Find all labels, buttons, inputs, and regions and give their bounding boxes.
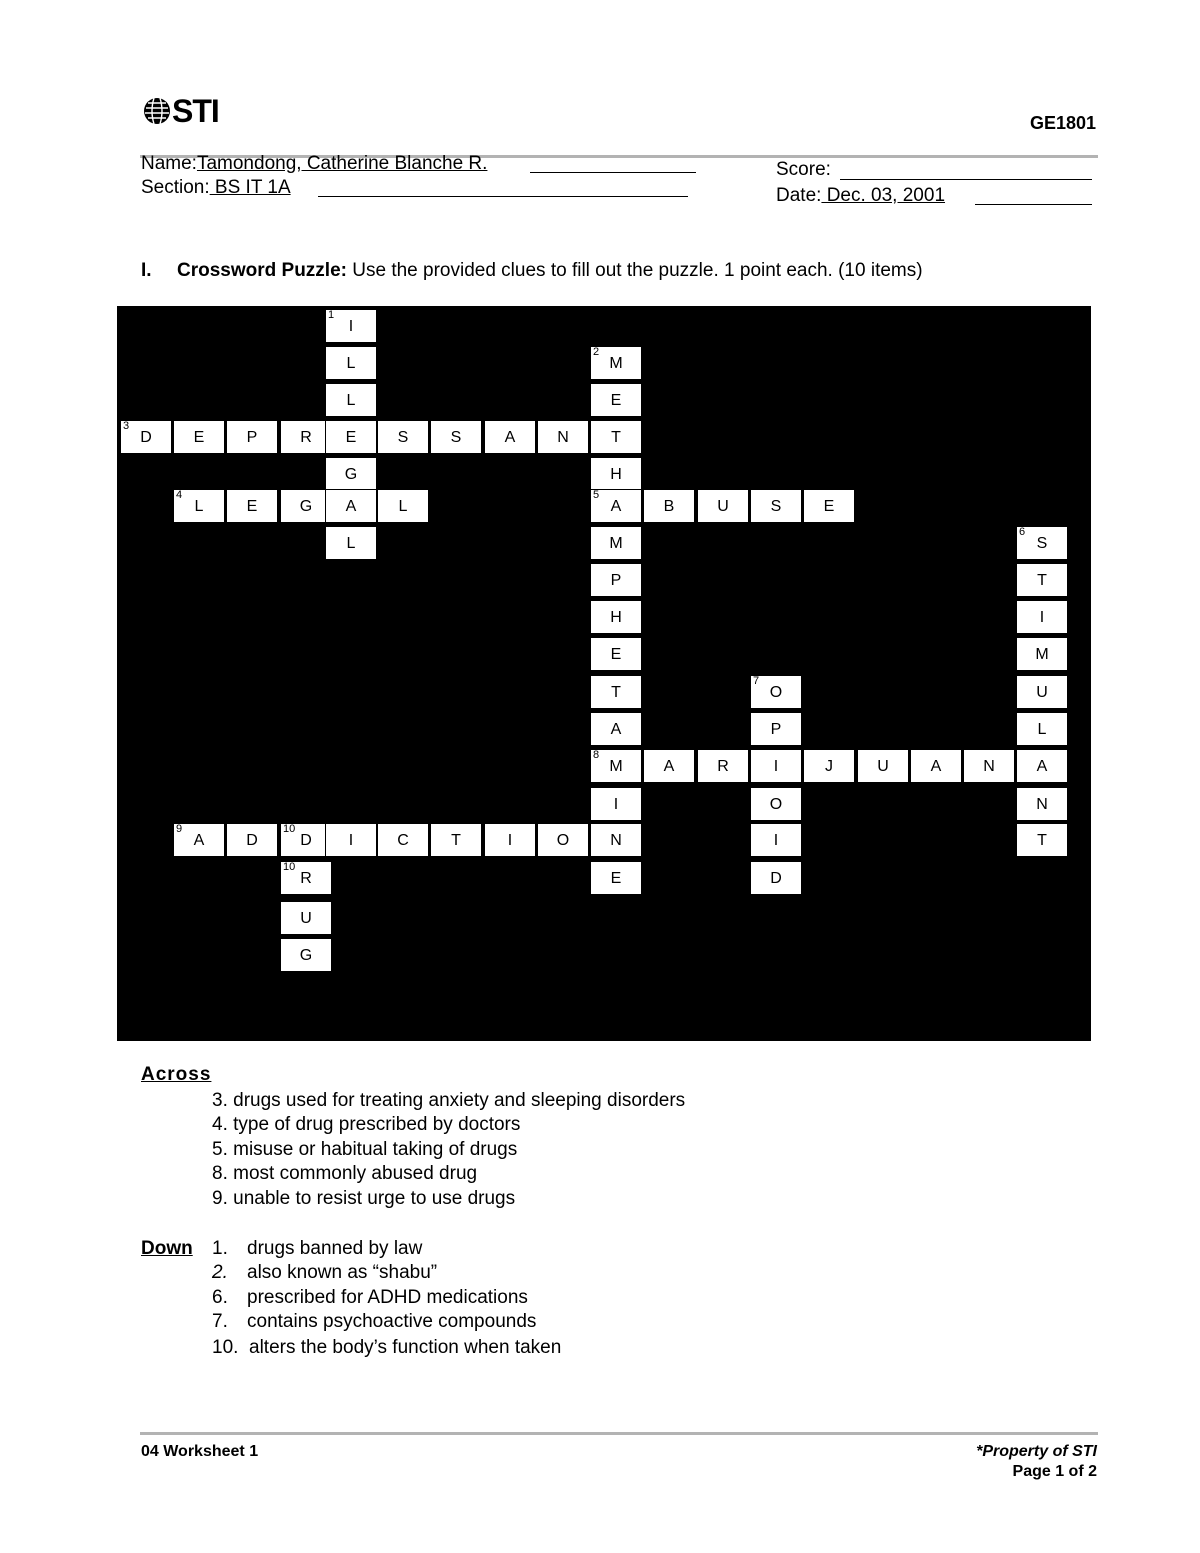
cell-letter: U bbox=[877, 758, 889, 775]
cell-letter: P bbox=[610, 572, 622, 589]
cell-letter: M bbox=[609, 355, 623, 372]
cell-letter: A bbox=[345, 498, 357, 515]
crossword-cell[interactable] bbox=[377, 420, 429, 454]
cell-letter: E bbox=[345, 429, 357, 446]
cell-letter: D bbox=[770, 870, 782, 887]
instruction-text: Use the provided clues to fill out the puzzle. 1 point each. (10 items) bbox=[346, 260, 923, 281]
crossword-cell[interactable] bbox=[280, 901, 332, 935]
cell-letter: I bbox=[348, 318, 354, 335]
section-underline bbox=[318, 196, 688, 197]
course-code: GE1801 bbox=[1029, 113, 1096, 133]
crossword-cell[interactable] bbox=[1016, 823, 1068, 857]
cell-clue-number: 8 bbox=[593, 749, 600, 761]
cell-clue-number: 4 bbox=[176, 489, 183, 501]
date-label: Date: bbox=[776, 185, 822, 206]
crossword-cell[interactable] bbox=[226, 489, 278, 523]
cell-letter: I bbox=[348, 832, 354, 849]
cell-letter: N bbox=[610, 832, 622, 849]
crossword-cell[interactable] bbox=[173, 823, 225, 857]
cell-letter: L bbox=[346, 535, 356, 552]
cell-letter: S bbox=[450, 429, 462, 446]
crossword-cell[interactable] bbox=[697, 749, 749, 783]
crossword-cell[interactable] bbox=[643, 749, 695, 783]
crossword-cell[interactable] bbox=[325, 489, 377, 523]
down-clue: also known as “shabu” bbox=[247, 1262, 438, 1283]
crossword-cell[interactable] bbox=[1016, 787, 1068, 821]
crossword-cell[interactable] bbox=[590, 749, 642, 783]
crossword-cell[interactable] bbox=[377, 823, 429, 857]
cell-letter: O bbox=[769, 796, 783, 813]
cell-letter: R bbox=[300, 870, 312, 887]
cell-letter: E bbox=[193, 429, 205, 446]
instruction-number: I. bbox=[141, 260, 152, 281]
crossword-cell[interactable] bbox=[430, 420, 482, 454]
crossword-cell[interactable] bbox=[590, 489, 642, 523]
crossword-cell[interactable] bbox=[325, 526, 377, 560]
crossword-cell[interactable] bbox=[590, 823, 642, 857]
crossword-cell[interactable] bbox=[1016, 637, 1068, 671]
crossword-cell[interactable] bbox=[226, 823, 278, 857]
crossword-cell[interactable] bbox=[590, 526, 642, 560]
cell-letter: I bbox=[1039, 609, 1045, 626]
crossword-cell[interactable] bbox=[910, 749, 962, 783]
crossword-cell[interactable] bbox=[484, 823, 536, 857]
cell-letter: L bbox=[398, 498, 408, 515]
cell-letter: U bbox=[300, 910, 312, 927]
crossword-cell[interactable] bbox=[1016, 712, 1068, 746]
cell-letter: P bbox=[246, 429, 258, 446]
logo-text: STI bbox=[172, 92, 219, 129]
cell-letter: I bbox=[773, 758, 779, 775]
cell-letter: T bbox=[611, 684, 621, 701]
cell-letter: S bbox=[1036, 535, 1048, 552]
crossword-cell[interactable] bbox=[590, 861, 642, 895]
cell-clue-number: 1 bbox=[328, 309, 335, 321]
crossword-cell[interactable] bbox=[590, 383, 642, 417]
cell-letter: N bbox=[983, 758, 995, 775]
cell-clue-number: 10 bbox=[283, 861, 296, 873]
crossword-cell[interactable] bbox=[857, 749, 909, 783]
crossword-cell[interactable] bbox=[590, 420, 642, 454]
crossword-cell[interactable] bbox=[226, 420, 278, 454]
score-label: Score: bbox=[776, 159, 831, 180]
cell-letter: A bbox=[663, 758, 675, 775]
down-clue-number: 7. bbox=[212, 1311, 228, 1332]
crossword-cell[interactable] bbox=[537, 823, 589, 857]
across-clue: 5. misuse or habitual taking of drugs bbox=[212, 1139, 518, 1160]
score-field bbox=[776, 159, 831, 181]
cell-letter: D bbox=[246, 832, 258, 849]
crossword-cell[interactable] bbox=[173, 489, 225, 523]
section-value[interactable]: BS IT 1A bbox=[209, 177, 291, 198]
cell-letter: E bbox=[610, 392, 622, 409]
crossword-cell[interactable] bbox=[750, 675, 802, 709]
cell-letter: A bbox=[610, 498, 622, 515]
cell-letter: L bbox=[194, 498, 204, 515]
cell-letter: U bbox=[1036, 684, 1048, 701]
cell-letter: A bbox=[193, 832, 205, 849]
cell-letter: E bbox=[610, 870, 622, 887]
crossword-cell[interactable] bbox=[1016, 675, 1068, 709]
cell-letter: L bbox=[346, 355, 356, 372]
crossword-cell[interactable] bbox=[750, 712, 802, 746]
crossword-cell[interactable] bbox=[590, 675, 642, 709]
cell-clue-number: 5 bbox=[593, 489, 600, 501]
cell-letter: M bbox=[609, 535, 623, 552]
across-clue: 3. drugs used for treating anxiety and sleeping disorders bbox=[212, 1090, 686, 1111]
cell-letter: A bbox=[504, 429, 516, 446]
down-clue: drugs banned by law bbox=[247, 1238, 423, 1259]
footer-divider bbox=[140, 1432, 1098, 1435]
name-field bbox=[141, 153, 487, 175]
cell-letter: I bbox=[613, 796, 619, 813]
name-value[interactable]: Tamondong, Catherine Blanche R. bbox=[196, 153, 488, 174]
footer-property-text: *Property of STI bbox=[976, 1443, 1097, 1460]
cell-letter: T bbox=[451, 832, 461, 849]
cell-letter: G bbox=[344, 466, 358, 483]
cell-letter: T bbox=[611, 429, 621, 446]
cell-letter: H bbox=[610, 609, 622, 626]
cell-clue-number: 3 bbox=[123, 420, 130, 432]
crossword-cell[interactable] bbox=[325, 383, 377, 417]
down-clue-number: 6. bbox=[212, 1287, 228, 1308]
instruction bbox=[141, 260, 923, 282]
cell-letter: L bbox=[1037, 721, 1047, 738]
cell-letter: A bbox=[930, 758, 942, 775]
cell-clue-number: 2 bbox=[593, 346, 600, 358]
cell-letter: R bbox=[300, 429, 312, 446]
cell-clue-number: 7 bbox=[753, 675, 760, 687]
date-underline bbox=[975, 204, 1092, 205]
across-clue: 8. most commonly abused drug bbox=[212, 1163, 478, 1184]
cell-letter: T bbox=[1037, 572, 1047, 589]
footer-left: 04 Worksheet 1 bbox=[141, 1443, 259, 1460]
cell-letter: D bbox=[300, 832, 312, 849]
down-clue-number: 10. bbox=[212, 1337, 239, 1358]
cell-letter: P bbox=[770, 721, 782, 738]
crossword-cell[interactable] bbox=[590, 637, 642, 671]
crossword-board bbox=[117, 306, 1091, 1041]
down-clue-number: 1. bbox=[212, 1238, 228, 1259]
cell-clue-number: 6 bbox=[1019, 526, 1026, 538]
crossword-cell[interactable] bbox=[590, 787, 642, 821]
across-clue: 9. unable to resist urge to use drugs bbox=[212, 1188, 516, 1209]
cell-letter: M bbox=[1035, 646, 1049, 663]
crossword-cell[interactable] bbox=[120, 420, 172, 454]
crossword-cell[interactable] bbox=[377, 489, 429, 523]
crossword-cell[interactable] bbox=[590, 600, 642, 634]
crossword-cell[interactable] bbox=[803, 489, 855, 523]
crossword-cell[interactable] bbox=[643, 489, 695, 523]
crossword-cell[interactable] bbox=[697, 489, 749, 523]
footer-property bbox=[976, 1443, 1097, 1461]
crossword-cell[interactable] bbox=[1016, 526, 1068, 560]
crossword-cell[interactable] bbox=[325, 823, 377, 857]
sti-logo bbox=[142, 93, 219, 129]
crossword-cell[interactable] bbox=[1016, 749, 1068, 783]
section-label: Section: bbox=[141, 177, 210, 198]
crossword-cell[interactable] bbox=[1016, 600, 1068, 634]
crossword-cell[interactable] bbox=[963, 749, 1015, 783]
date-field bbox=[776, 185, 945, 207]
cell-letter: A bbox=[610, 721, 622, 738]
crossword-cell[interactable] bbox=[325, 346, 377, 380]
crossword-cell[interactable] bbox=[750, 861, 802, 895]
down-clue: contains psychoactive compounds bbox=[247, 1311, 537, 1332]
down-clue: prescribed for ADHD medications bbox=[247, 1287, 528, 1308]
crossword-cell[interactable] bbox=[590, 346, 642, 380]
footer-page: Page 1 of 2 bbox=[1012, 1463, 1097, 1480]
globe-icon bbox=[142, 96, 172, 126]
cell-letter: M bbox=[609, 758, 623, 775]
across-heading: Across bbox=[141, 1064, 212, 1085]
cell-letter: E bbox=[246, 498, 258, 515]
crossword-cell[interactable] bbox=[803, 749, 855, 783]
crossword-cell[interactable] bbox=[750, 749, 802, 783]
crossword-cell[interactable] bbox=[750, 787, 802, 821]
crossword-cell[interactable] bbox=[1016, 563, 1068, 597]
cell-letter: A bbox=[1036, 758, 1048, 775]
cell-clue-number: 10 bbox=[283, 823, 296, 835]
crossword-cell[interactable] bbox=[325, 309, 377, 343]
cell-letter: N bbox=[1036, 796, 1048, 813]
cell-letter: E bbox=[823, 498, 835, 515]
cell-letter: I bbox=[507, 832, 513, 849]
cell-letter: H bbox=[610, 466, 622, 483]
name-label: Name: bbox=[141, 153, 197, 174]
cell-letter: O bbox=[556, 832, 570, 849]
crossword-cell[interactable] bbox=[280, 861, 332, 895]
cell-letter: N bbox=[557, 429, 569, 446]
across-clue: 4. type of drug prescribed by doctors bbox=[212, 1114, 521, 1135]
cell-letter: C bbox=[397, 832, 409, 849]
down-heading: Down bbox=[141, 1238, 193, 1259]
cell-clue-number: 9 bbox=[176, 823, 183, 835]
cell-letter: S bbox=[770, 498, 782, 515]
date-value[interactable]: Dec. 03, 2001 bbox=[821, 185, 946, 206]
crossword-cell[interactable] bbox=[590, 457, 642, 491]
score-underline bbox=[840, 179, 1092, 180]
instruction-title: Crossword Puzzle: bbox=[177, 260, 347, 281]
cell-letter: R bbox=[717, 758, 729, 775]
cell-letter: J bbox=[825, 758, 833, 775]
section-field bbox=[141, 177, 291, 199]
cell-letter: G bbox=[299, 947, 313, 964]
cell-letter: B bbox=[663, 498, 675, 515]
cell-letter: O bbox=[769, 684, 783, 701]
crossword-cell[interactable] bbox=[325, 457, 377, 491]
cell-letter: U bbox=[717, 498, 729, 515]
crossword-cell[interactable] bbox=[430, 823, 482, 857]
cell-letter: T bbox=[1037, 832, 1047, 849]
name-underline bbox=[530, 172, 696, 173]
cell-letter: G bbox=[299, 498, 313, 515]
cell-letter: I bbox=[773, 832, 779, 849]
crossword-cell[interactable] bbox=[173, 420, 225, 454]
crossword-cell[interactable] bbox=[590, 563, 642, 597]
crossword-cell[interactable] bbox=[750, 823, 802, 857]
crossword-cell[interactable] bbox=[750, 489, 802, 523]
cell-letter: S bbox=[397, 429, 409, 446]
cell-letter: D bbox=[140, 429, 152, 446]
crossword-cell[interactable] bbox=[590, 712, 642, 746]
crossword-cell[interactable] bbox=[484, 420, 536, 454]
cell-letter: L bbox=[346, 392, 356, 409]
down-clue-number: 2. bbox=[212, 1262, 228, 1283]
cell-letter: E bbox=[610, 646, 622, 663]
crossword-cell[interactable] bbox=[280, 938, 332, 972]
crossword-cell[interactable] bbox=[537, 420, 589, 454]
down-clue: alters the body’s function when taken bbox=[249, 1337, 562, 1358]
crossword-cell[interactable] bbox=[325, 420, 377, 454]
